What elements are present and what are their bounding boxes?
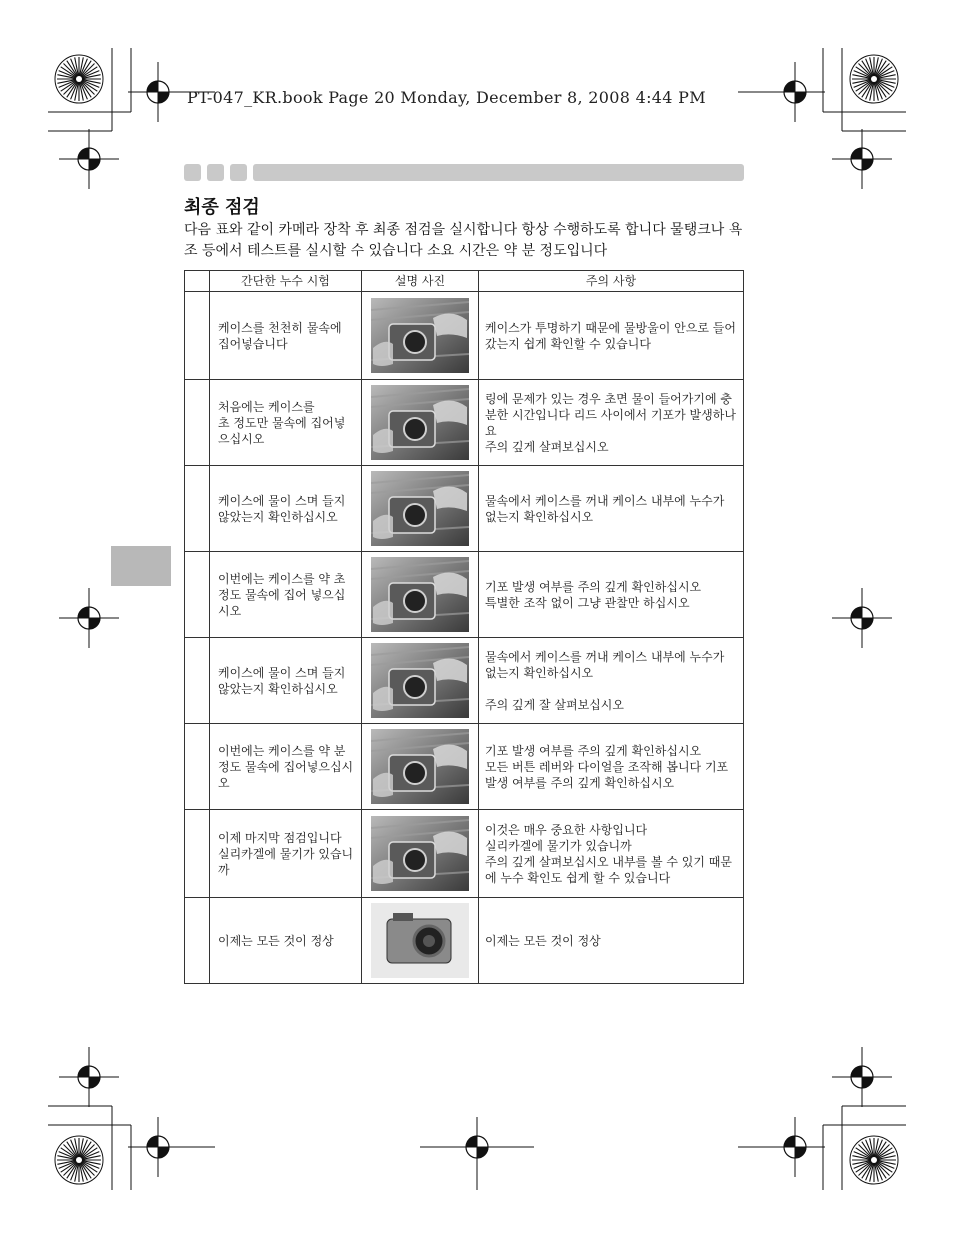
row-caution-note: 이제는 모든 것이 정상 xyxy=(479,898,744,984)
photo-case-product xyxy=(371,903,469,978)
row-photo-cell xyxy=(362,466,479,552)
row-photo-cell xyxy=(362,292,479,380)
table-row xyxy=(185,380,744,466)
header-band-bar xyxy=(253,164,744,181)
row-number xyxy=(185,898,210,984)
row-caution-note: 물속에서 케이스를 꺼내 케이스 내부에 누수가 없는지 확인하십시오 xyxy=(479,466,744,552)
row-number xyxy=(185,810,210,898)
header-band-block-1 xyxy=(184,164,201,181)
row-caution-note: 링에 문제가 있는 경우 초면 물이 들어가기에 충분한 시간입니다 리드 사이에서 기포가 발생하나요 주의 깊게 살펴보십시오 xyxy=(479,380,744,466)
table-row xyxy=(185,898,744,984)
row-test-step: 케이스에 물이 스며 들지 않았는지 확인하십시오 xyxy=(210,638,362,724)
section-title: 최종 점검 xyxy=(184,197,260,218)
table-row xyxy=(185,292,744,380)
row-caution-note: 기포 발생 여부를 주의 깊게 확인하십시오 모든 버튼 레버와 다이얼을 조작해 봅니다 기포 발생 여부를 주의 깊게 확인하십시오 xyxy=(479,724,744,810)
row-photo-cell xyxy=(362,380,479,466)
table-row xyxy=(185,638,744,724)
photo-case-submerged xyxy=(371,557,469,632)
row-test-step: 이제 마지막 점검입니다 실리카겔에 물기가 있습니까 xyxy=(210,810,362,898)
row-test-step: 케이스를 천천히 물속에 집어넣습니다 xyxy=(210,292,362,380)
row-caution-note: 케이스가 투명하기 때문에 물방울이 안으로 들어갔는지 쉽게 확인할 수 있습니다 xyxy=(479,292,744,380)
table-row xyxy=(185,466,744,552)
row-test-step: 처음에는 케이스를 초 정도만 물속에 집어넣으십시오 xyxy=(210,380,362,466)
table-header-note: 주의 사항 xyxy=(479,271,744,292)
table-row xyxy=(185,552,744,638)
row-number xyxy=(185,380,210,466)
table-header-num xyxy=(185,271,210,292)
row-number xyxy=(185,292,210,380)
table-header-test: 간단한 누수 시험 xyxy=(210,271,362,292)
row-photo-cell xyxy=(362,638,479,724)
row-photo-cell xyxy=(362,724,479,810)
photo-case-held xyxy=(371,385,469,460)
photo-case-lowered xyxy=(371,298,469,373)
photo-case-inspect-2 xyxy=(371,643,469,718)
row-number xyxy=(185,466,210,552)
row-photo-cell xyxy=(362,810,479,898)
table-header-row xyxy=(185,271,744,292)
photo-case-silica xyxy=(371,816,469,891)
row-photo-cell xyxy=(362,552,479,638)
row-caution-note: 기포 발생 여부를 주의 깊게 확인하십시오 특별한 조작 없이 그냥 관찰만 하십시오 xyxy=(479,552,744,638)
table-row xyxy=(185,810,744,898)
row-number xyxy=(185,552,210,638)
row-test-step: 이번에는 케이스를 약 분 정도 물속에 집어넣으십시오 xyxy=(210,724,362,810)
header-band-block-2 xyxy=(207,164,224,181)
side-tab xyxy=(111,546,171,586)
table-header-photo: 설명 사진 xyxy=(362,271,479,292)
row-test-step: 케이스에 물이 스며 들지 않았는지 확인하십시오 xyxy=(210,466,362,552)
table-row xyxy=(185,724,744,810)
print-header: PT-047_KR.book Page 20 Monday, December 8, 2008 4:44 PM xyxy=(187,88,706,107)
row-photo-cell xyxy=(362,898,479,984)
photo-case-long-dip xyxy=(371,729,469,804)
leak-test-table xyxy=(184,270,744,984)
row-test-step: 이번에는 케이스를 약 초 정도 물속에 집어 넣으십시오 xyxy=(210,552,362,638)
row-caution-note: 물속에서 케이스를 꺼내 케이스 내부에 누수가 없는지 확인하십시오 주의 깊게 잘 살펴보십시오 xyxy=(479,638,744,724)
intro-paragraph: 다음 표와 같이 카메라 장착 후 최종 점검을 실시합니다 항상 수행하도록 합니다 물탱크나 욕조 등에서 테스트를 실시할 수 있습니다 소요 시간은 약 분 정도입니다 xyxy=(184,222,743,259)
header-band-block-3 xyxy=(230,164,247,181)
row-number xyxy=(185,724,210,810)
photo-case-inspect xyxy=(371,471,469,546)
row-caution-note: 이것은 매우 중요한 사항입니다 실리카겔에 물기가 있습니까 주의 깊게 살펴보십시오 내부를 볼 수 있기 때문에 누수 확인도 쉽게 할 수 있습니다 xyxy=(479,810,744,898)
row-test-step: 이제는 모든 것이 정상 xyxy=(210,898,362,984)
row-number xyxy=(185,638,210,724)
